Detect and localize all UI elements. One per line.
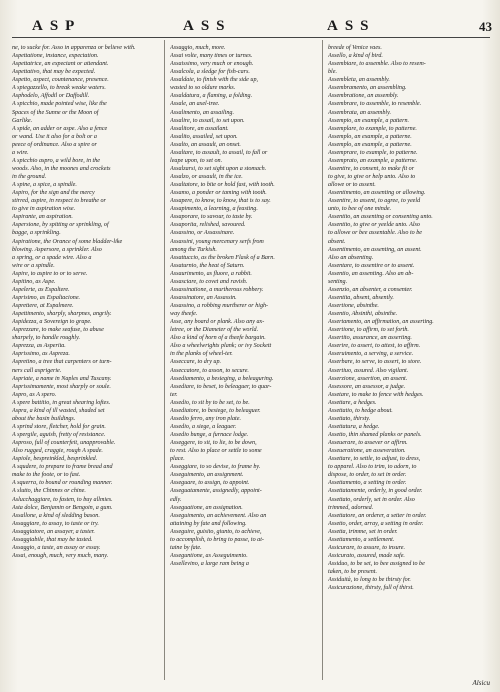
dictionary-line: A spergile, aguish, fretty of resistance.	[12, 432, 106, 438]
dictionary-line: Assettamento, a settlement.	[328, 536, 395, 543]
dictionary-line: Assaltatore, to bite or hold fast, with tooth.	[170, 182, 275, 189]
dictionary-line: Assassinatione, a murtherous robbery.	[170, 286, 264, 293]
dictionary-line: Assapere, to know, to know, that is to say.	[170, 198, 271, 205]
dictionary-line: Assai volte, many times or turnes.	[170, 53, 253, 60]
dictionary-line: Assettatio, to hedge about.	[328, 407, 393, 414]
dictionary-line: Assellevino, a large ram being a	[170, 561, 249, 567]
dictionary-line: Assassino, or Assassinare.	[170, 230, 235, 237]
dictionary-line: Assettamento, a setting in order.	[328, 480, 407, 487]
dictionary-line: Assamo, a ponder or taming with tooth.	[170, 190, 267, 197]
column-left	[12, 44, 158, 680]
dictionary-line: to accomplish, to bring to passe, to at-	[170, 536, 264, 543]
dictionary-line: to allowe or bee assentable. Also to be	[328, 230, 422, 237]
guide-word-middle: ASS	[183, 18, 232, 34]
guide-word-left: ASP	[32, 18, 82, 34]
dictionary-line: Also a wheelwrights plank; or ivy Sockett	[170, 343, 272, 350]
dictionary-line: in the ground.	[12, 174, 47, 180]
dictionary-line: attaining by fate and following.	[170, 520, 247, 527]
dictionary-line: A spere battitio, in great shearing loftes.	[12, 399, 111, 406]
column-divider	[164, 40, 165, 680]
dictionary-line: senting.	[328, 278, 348, 285]
dictionary-line: taken, to be present.	[328, 569, 378, 576]
dictionary-line: A spide, an adder or aspe. Also a fence	[12, 125, 108, 132]
dictionary-line: Asproso, full of counterfeit, unapprovable.	[12, 440, 116, 447]
dictionary-line: Aspra, a kind of ill wasted, shaded set	[12, 407, 105, 414]
dictionary-line: Assaporare, to savour, to taste by.	[170, 214, 253, 221]
dictionary-line: Assettatamente, orderly, in good order.	[328, 488, 423, 495]
dictionary-line: Also a kind of horn of a theefe bargain.	[170, 335, 266, 342]
dictionary-line: Assedio, a siege, a leaguer.	[170, 423, 237, 430]
dictionary-line: Aspirante, an aspiration.	[12, 214, 73, 221]
dictionary-line: a spring, or a spade wire. Also a	[12, 254, 92, 261]
dictionary-line: Assemplo, an example, a patterne.	[328, 141, 412, 148]
dictionary-line: Assediare, to beset, to beleaguer, to quar-	[170, 383, 272, 390]
dictionary-line: or wand. Use it also for a bolt or a	[12, 133, 97, 140]
dictionary-line: Assentimento, an assenting or allowing.	[328, 190, 426, 197]
dictionary-line: Asseueratione, an asseveration.	[328, 448, 406, 455]
dictionary-line: Asserbare, to serve, to assert, to store.	[328, 359, 422, 366]
dictionary-line: Aspro, as A spero.	[12, 391, 57, 398]
dictionary-line: Assaturnio, the heat of Saturn.	[170, 262, 245, 269]
dictionary-line: Assemplo, an example, a patterne.	[328, 133, 412, 140]
dictionary-line: Asseruimento, a serving, a service.	[328, 351, 414, 358]
dictionary-line: sharpely, to handle roughly.	[12, 335, 80, 342]
dictionary-line: Assettato, thirsty.	[328, 415, 371, 422]
dictionary-line: Aspetto, aspect, countenance, presence.	[12, 77, 109, 84]
dictionary-line: Assalzo, or assault, in the ice.	[170, 174, 243, 180]
dictionary-line: bagge, a sprinkling.	[12, 230, 61, 237]
dictionary-line: Assattuccio, as the broken Flask of a Barn.	[170, 254, 275, 261]
dictionary-line: Assaggio, a taste, an assay or essay.	[12, 544, 101, 551]
dictionary-line: Asprezza, as Asperita.	[12, 343, 66, 350]
dictionary-line: Asprissimamente, most sharply or soule.	[12, 383, 111, 390]
header-rule	[12, 37, 490, 38]
dictionary-line: Assembratione, an assembly.	[328, 93, 399, 100]
dictionary-line: Assaggiare, to assay, to taste or try.	[12, 520, 99, 527]
dictionary-line: breede of Venice vaes.	[328, 45, 382, 51]
dictionary-line: to give, to give or help unto. Also to	[328, 174, 416, 180]
dictionary-line: Assaggiatore, an assayer, a taster.	[12, 528, 95, 535]
dictionary-line: Asta dolce, Benjamin or Bengoin, a gum.	[12, 504, 113, 511]
dictionary-line: Also an absenting.	[328, 254, 374, 261]
dictionary-line: Assentio, an assenting. Also an ab-	[328, 270, 414, 277]
page-number: 43	[479, 19, 492, 34]
column-middle	[170, 44, 316, 680]
dictionary-line: Aspiro, for the sign and the mercy	[12, 190, 95, 197]
dictionary-line: blowing. Aspersore, a sprinkler. Also	[12, 246, 102, 253]
dictionary-line: Assentire, to consent, to make fit or	[328, 165, 415, 172]
column-right	[328, 44, 480, 680]
dictionary-line: Assai, enough, much, very much, many.	[12, 552, 109, 559]
dictionary-line: Asserire, to assert, to attest, to affirm.	[328, 343, 421, 350]
dictionary-line: Assale, an axel-tree.	[170, 101, 220, 108]
dictionary-line: Assassini, young mercenary serfs from	[170, 238, 264, 245]
dictionary-line: in the planks of wheel-ter.	[170, 351, 233, 358]
dictionary-line: Asprissimo, as Aspreza.	[12, 351, 70, 358]
dictionary-line: Assembrata, an assembly.	[328, 109, 391, 116]
catchword: Alsicu	[472, 679, 490, 687]
dictionary-line: A sprind store, fletcher, hold for grain.	[12, 423, 106, 430]
dictionary-line: Assemplare, to example, to patterne.	[328, 125, 417, 132]
dictionary-line: letree, or the Diameter of the world.	[170, 327, 259, 334]
dictionary-line: Assemprato, an example, a patterne.	[328, 157, 418, 164]
dictionary-line: Assentito, to give or yeelde unto. Also	[328, 222, 420, 229]
dictionary-line: Aspettatione, instance, expectation.	[12, 53, 99, 60]
dictionary-line: Assedio, to sit by to be set, to be.	[170, 399, 250, 406]
dictionary-line: Assiduo, to be set, to bee assigned to be	[328, 561, 425, 567]
dictionary-line: A squdere, to prepare to frame bread and	[12, 464, 113, 471]
dictionary-line: Asphodelo, Affodil or Daffodill.	[12, 93, 90, 100]
dictionary-line: Assetto, order, array, a setting in order.	[328, 520, 424, 527]
dictionary-line: Asseguimento, an assignment.	[170, 472, 244, 479]
dictionary-line: Assertiuo, assured. Also vigilant.	[328, 367, 409, 374]
dictionary-line: Asseguatione, an assignation.	[170, 504, 243, 511]
dictionary-line: Assessore, an assessor, a judge.	[328, 383, 406, 390]
dictionary-line: woods. Also, in the moones and crockets	[12, 165, 111, 172]
dictionary-line: Aspettimento, sharply, sharpnes, angrily.	[12, 311, 112, 318]
dictionary-line: A slutto, the Chinnes or chine.	[12, 488, 86, 495]
dictionary-line: Assello, a kind of bird.	[328, 53, 383, 60]
dictionary-line: Aspersione, by spitting or sprinkling, of	[12, 222, 109, 229]
dictionary-line: Assicurare, to assure, to insure.	[328, 544, 406, 551]
dictionary-line: A spine, a spice, a spindle.	[12, 182, 77, 189]
dictionary-line: Assembrare, to assemble, to resemble.	[328, 101, 422, 108]
dictionary-line: Assicurato, assured, made safe.	[328, 552, 405, 559]
dictionary-line: stirred, aspire, in respect to breathe or	[12, 198, 106, 205]
dictionary-line: Asseccatore, to asson, to secure.	[170, 367, 249, 374]
dictionary-line: Asprezzare, to make seafuse, to abuse	[12, 327, 104, 334]
dictionary-line: Assertione, absinthe.	[328, 303, 379, 309]
dictionary-line: Aspettativo, that may be expected.	[12, 69, 96, 76]
dictionary-line: a wire.	[12, 149, 29, 156]
dictionary-line: Assettatore, an orderer, a setter in order.	[328, 512, 427, 519]
dictionary-line: Assapimento, a learning, a feasting.	[170, 206, 258, 213]
dictionary-line: ble.	[328, 69, 337, 76]
dictionary-line: Assertito, assurance, an asserting.	[328, 335, 412, 342]
dictionary-line: Aspiole, bespreinkled, besprinkled.	[12, 456, 98, 463]
dictionary-line: to rest. Also to place or settle to some	[170, 448, 262, 455]
dictionary-line: A spicchio aspro, a wild bore, in the	[12, 157, 100, 164]
dictionary-line: Assaldatura, a flaming, a folding.	[170, 93, 253, 100]
dictionary-line: Assalire, to assail, to set upon.	[170, 117, 245, 124]
dictionary-line: Aspire, to aspire to or to serve.	[12, 270, 88, 277]
dictionary-line: Asprisimo, as Espaltacione.	[12, 294, 81, 301]
dictionary-line: Assasciare, to covet and ravish.	[170, 278, 248, 285]
running-header	[12, 18, 492, 36]
dictionary-line: Asseggiare, to so devise, to frame by.	[170, 464, 261, 471]
dictionary-line: Assempio, an example, a pattern.	[328, 117, 410, 124]
dictionary-line: Assassinatore, an Assassin.	[170, 294, 237, 301]
dictionary-line: unto, to bee of one minde.	[328, 206, 392, 213]
dictionary-line: Asseuerare, to assever or affirm.	[328, 440, 408, 447]
dictionary-line: Assettatura, a hedge.	[328, 423, 380, 430]
dictionary-line: Assetare, to make to fence with hedges.	[328, 391, 424, 398]
dictionary-line: Asseguntione, as Asseguimento.	[170, 552, 248, 559]
dictionary-line: about the basin buildings.	[12, 415, 76, 422]
dictionary-line: Asseggere, to sit, to lie, to be down,	[170, 440, 257, 447]
dictionary-line: Assaggiabile, that may be tasted.	[12, 536, 93, 543]
dictionary-line: Assaporita, relished, savoured.	[170, 222, 246, 229]
dictionary-line: Assentimento, an assenting, an assent.	[328, 246, 422, 253]
dictionary-line: Asseguare, to assign, to appoint.	[170, 480, 250, 487]
dictionary-line: edly.	[170, 496, 182, 503]
dictionary-line: Assedio ferro, any iron plate.	[170, 415, 241, 422]
dictionary-line: place.	[170, 456, 185, 463]
dictionary-line: Asseguatamente, assignedly, appoint-	[170, 488, 262, 495]
dictionary-line: Aspelerte, as Espaltere.	[12, 286, 70, 293]
dictionary-line: Spaces of the Sunne or the Moon of	[12, 109, 99, 116]
dictionary-line: Assaggio, much, more.	[170, 45, 226, 51]
dictionary-line: Assediatore, to besiege, to beleaguer.	[170, 407, 261, 414]
dictionary-line: Assemprare, to example, to patterne.	[328, 149, 418, 156]
dictionary-line: to give in aspiration wise.	[12, 206, 76, 213]
dictionary-line: Assaurimento, as fluore, a rabbit.	[170, 270, 252, 277]
dictionary-line: Assalzarsi, to set sight upon a stomach.	[170, 165, 267, 172]
dictionary-line: Also rugged, craggie, rough A spade.	[12, 448, 103, 455]
dictionary-line: taine by fate.	[170, 544, 202, 551]
dictionary-line: Assedio bunge, a furnace lodge.	[170, 432, 249, 438]
dictionary-line: Garlike.	[12, 117, 33, 124]
dictionary-line: A spiegazzello, to break weake waters.	[12, 85, 106, 92]
dictionary-line: Aspettatrice, an expectant or attendant.	[12, 61, 109, 68]
dictionary-line: Assalto, an assault, an onset.	[170, 141, 241, 148]
dictionary-line: ter.	[170, 391, 178, 398]
dictionary-line: Aslucchaggiare, to fasten, to buy allmies.	[12, 496, 113, 503]
dictionary-line: Assentita, absent, absently.	[328, 294, 394, 301]
dictionary-line: among the Turkish.	[170, 246, 217, 253]
dictionary-line: Assertamento, an affirmation, an asserting.	[328, 319, 434, 326]
dictionary-line: Assentito, an assenting or consenting unto.	[328, 214, 433, 221]
dictionary-line: Aspitino, as Aspe.	[12, 278, 56, 285]
dictionary-line: Assembramento, an assembling.	[328, 85, 407, 92]
dictionary-line: Aspriate, a name in Naples and Tuscany.	[12, 375, 112, 382]
dictionary-line: allowe or to assent.	[328, 182, 376, 189]
dictionary-line: Assembleta, an assembly.	[328, 77, 390, 84]
dictionary-line: wire or a spindle.	[12, 262, 55, 269]
dictionary-line: Assicurazione, thirsty, full of thirst.	[328, 585, 414, 592]
dictionary-line: Assalimento, an assailing.	[170, 109, 234, 116]
dictionary-line: Assettare, to settle, to adjust, to dress,	[328, 456, 421, 463]
dictionary-line: Asse, any board or plank. Also any ax-	[170, 319, 265, 326]
dictionary-line: absent.	[328, 238, 346, 245]
dictionary-line: dispose, to order, to set in order.	[328, 472, 407, 479]
dictionary-line: Assetta, trimme, set in order.	[328, 528, 398, 535]
dictionary-line: Assentio, Absinthi, absinthe.	[328, 311, 398, 318]
dictionary-line: Asseguire, guisito, giunto, to achieve,	[170, 528, 262, 535]
dictionary-line: Assertione, to affirm, to set forth.	[328, 327, 409, 334]
dictionary-line: A squerra, to bound or rounding manner.	[12, 480, 113, 487]
dictionary-line: Aspidezza, a Sovereign to grape.	[12, 319, 92, 326]
guide-word-right: ASS	[327, 18, 376, 34]
dictionary-line: Assettare, a hedges.	[328, 399, 377, 406]
dictionary-line: Aspretino, a tree that carpenters or turn-	[12, 359, 112, 366]
dictionary-line: Asseccare, to dry up.	[170, 359, 222, 366]
dictionary-line: Assentare, to assentire or to assent.	[328, 262, 415, 269]
dictionary-line: Assallone, a kind of sledding bason.	[12, 512, 100, 519]
dictionary-line: leape upon, to set on.	[170, 157, 223, 164]
dictionary-line: trimmed, adorned.	[328, 504, 374, 511]
dictionary-line: Assaltare, to assault, to assail, to fall or	[170, 149, 268, 156]
dictionary-line: Assediamento, a besieging, a beleaguring.	[170, 375, 274, 382]
dictionary-line: A spicchio, made pointed wise, like the	[12, 101, 107, 108]
dictionary-line: Assalitore, an assailant.	[170, 125, 229, 132]
dictionary-line: peece of ordinance. Also a spire or	[12, 141, 97, 148]
dictionary-line: Assettato, orderly, set in order. Also	[328, 496, 415, 503]
dictionary-line: Assaissimo, very much or enough.	[170, 61, 254, 68]
dictionary-line: make to the foote, or to fast.	[12, 472, 81, 479]
dictionary-line: ne, to sucke for. Asso in apparenza or believe with.	[12, 45, 136, 51]
dictionary-line: Asserzione, assertion, an assent.	[328, 375, 408, 382]
dictionary-line: Asseguimento, an achievement. Also an	[170, 512, 267, 519]
column-divider	[322, 40, 323, 680]
dictionary-line: Assiduità, to long to be thirsty for.	[328, 577, 411, 584]
dictionary-line: Assentire, to assent, to agree, to yeeld	[328, 198, 421, 205]
dictionary-line: wasted to so oldure marks.	[170, 85, 236, 92]
dictionary-line: Assassino, a robbing murtherer or high-	[170, 303, 269, 309]
dictionary-line: Asprettere, at Espalmere.	[12, 303, 74, 309]
dictionary-line: to apparel. Also to trim, to adorn, to	[328, 464, 417, 471]
dictionary-line: Assalcola, a sledge for fish-cars.	[170, 69, 250, 76]
dictionary-line: way theefe.	[170, 311, 198, 318]
dictionary-line: Assembiare, to assemble. Also to resem-	[328, 61, 426, 68]
dictionary-line: Assalito, assailed, set upon.	[170, 133, 238, 140]
dictionary-line: Assenzio, an absenter, a consenter.	[328, 286, 413, 293]
dictionary-line: ners call asprigerie.	[12, 367, 62, 374]
dictionary-line: Aspiratione, the Orance of some bladder-like	[12, 238, 123, 245]
dictionary-line: Assetto, thin shamed planks or panels.	[328, 432, 422, 438]
dictionary-line: Assaldaie, to finish with the side up,	[170, 77, 259, 84]
